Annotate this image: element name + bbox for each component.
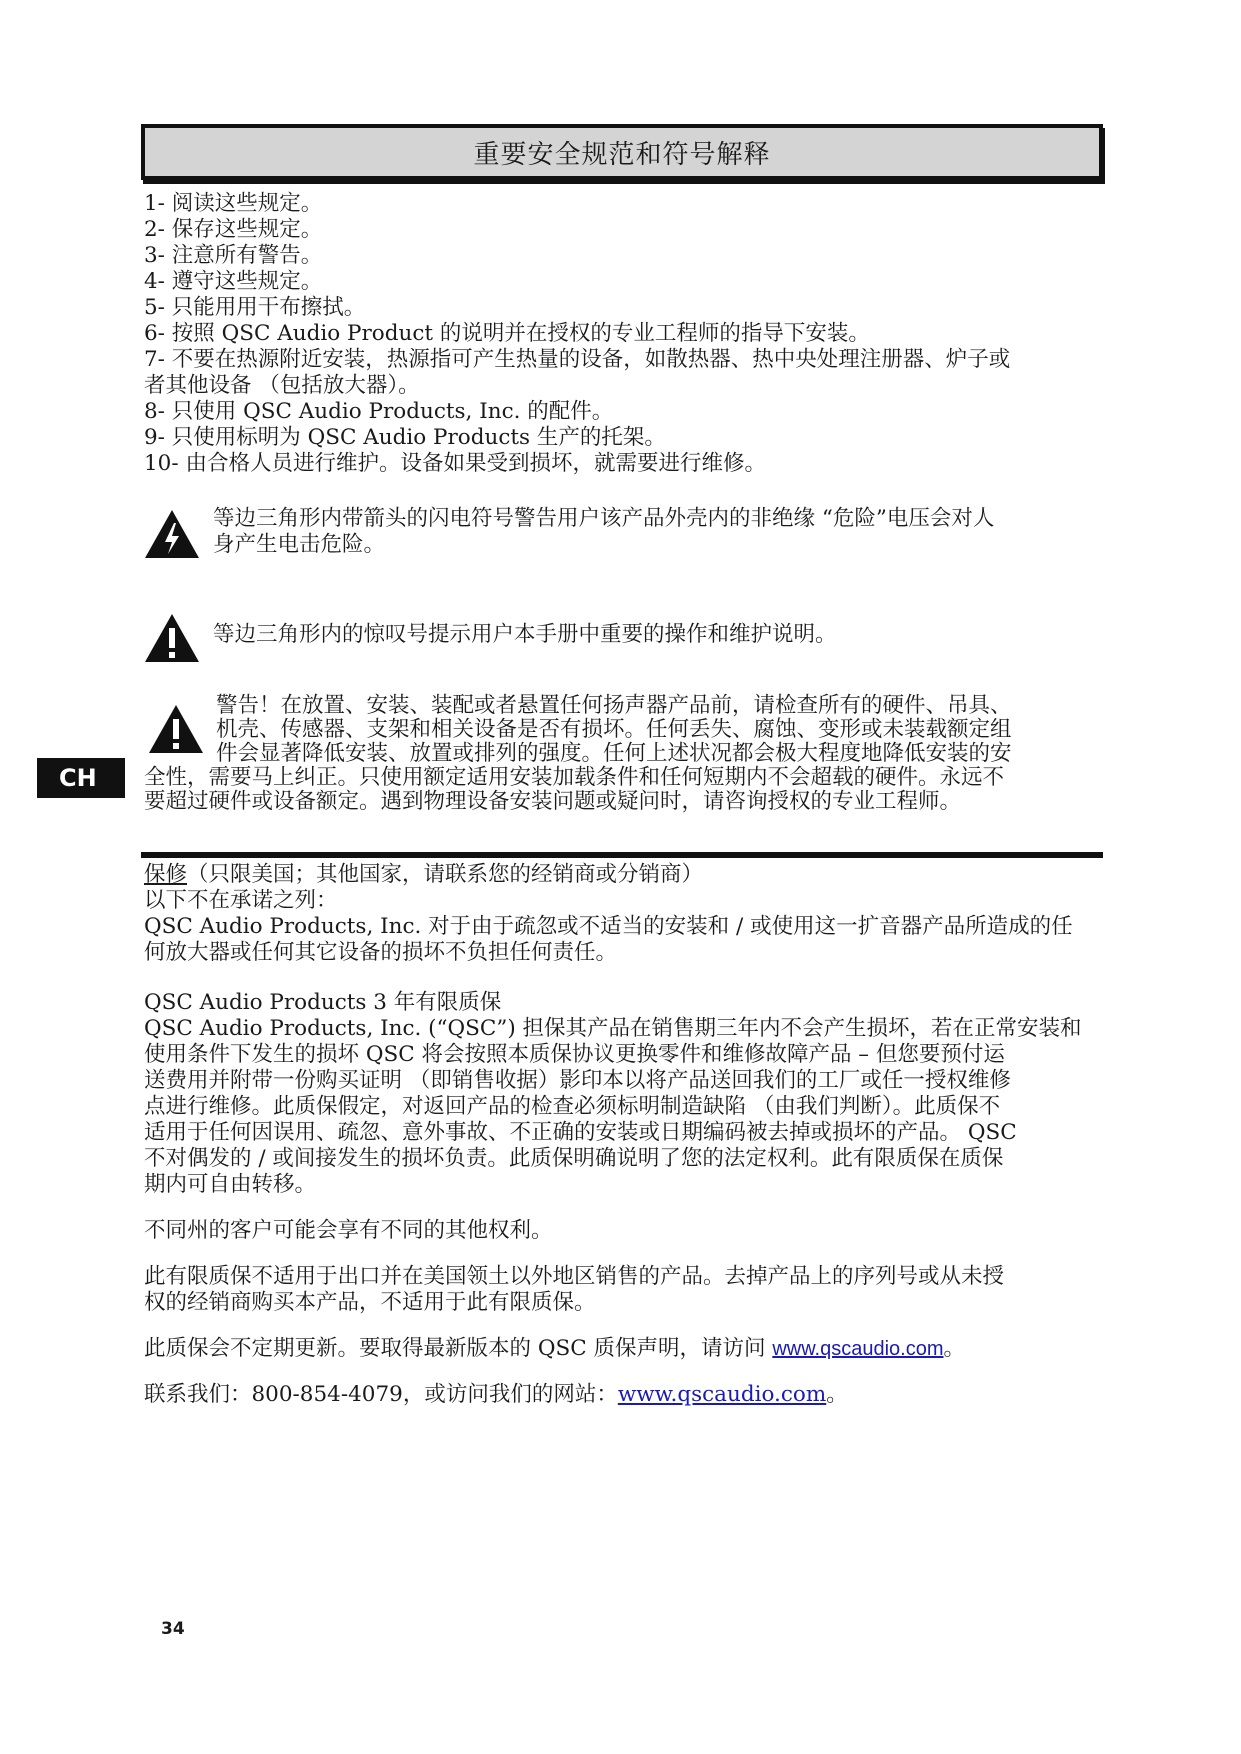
update-text: 此质保会不定期更新。要取得最新版本的 QSC 质保声明，请访问 www.qscaudio.com。 xyxy=(144,1336,966,1361)
rule-item: 10- 由合格人员进行维护。设备如果受到损坏，就需要进行维修。 xyxy=(144,451,766,476)
limited-warranty-line: 送费用并附带一份购买证明 （即销售收据）影印本以将产品送回我们的工厂或任一授权维修 xyxy=(144,1068,1011,1093)
export-text: 权的经销商购买本产品，不适用于此有限质保。 xyxy=(144,1290,596,1315)
exclamation-warning-icon xyxy=(143,612,201,664)
installation-warning xyxy=(144,694,1104,814)
limited-warranty-line: 期内可自由转移。 xyxy=(144,1172,317,1197)
limited-warranty-line: 使用条件下发生的损坏 QSC 将会按照本质保协议更换零件和维修故障产品 – 但您要预付运 xyxy=(144,1042,1005,1067)
rule-item: 2- 保存这些规定。 xyxy=(144,217,323,242)
contact-website-link[interactable]: www.qscaudio.com xyxy=(617,1382,827,1407)
rule-item: 者其他设备 （包括放大器）。 xyxy=(144,373,420,398)
state-rights-text: 不同州的客户可能会享有不同的其他权利。 xyxy=(144,1218,553,1243)
warning-line: 件会显著降低安装、放置或排列的强度。任何上述状况都会极大程度地降低安装的安 xyxy=(216,741,1012,766)
rule-item: 6- 按照 QSC Audio Product 的说明并在授权的专业工程师的指导下安装。 xyxy=(144,321,870,346)
limited-warranty-title: QSC Audio Products 3 年有限质保 xyxy=(144,990,502,1015)
website-link[interactable]: www.qscaudio.com xyxy=(772,1338,944,1360)
lightning-warning-icon xyxy=(143,508,201,560)
warranty-section xyxy=(144,862,1104,1408)
rule-item: 7- 不要在热源附近安装，热源指可产生热量的设备，如散热器、热中央处理注册器、炉子或 xyxy=(144,347,1011,372)
rule-item: 4- 遵守这些规定。 xyxy=(144,269,323,294)
disclaimer-intro: 以下不在承诺之列： xyxy=(144,888,338,913)
rule-item: 3- 注意所有警告。 xyxy=(144,243,323,268)
limited-warranty-line: 不对偶发的 / 或间接发生的损坏负责。此质保明确说明了您的法定权利。此有限质保在质保 xyxy=(144,1146,1004,1171)
lightning-note-text: 等边三角形内带箭头的闪电符号警告用户该产品外壳内的非绝缘 “危险”电压会对人 身产生电击危险。 xyxy=(213,506,995,557)
rule-item: 9- 只使用标明为 QSC Audio Products 生产的托架。 xyxy=(144,425,666,450)
limited-warranty-line: 点进行维修。此质保假定，对返回产品的检查必须标明制造缺陷 （由我们判断）。此质保不 xyxy=(144,1094,1001,1119)
lightning-symbol-note xyxy=(141,504,1101,564)
disclaimer-text: QSC Audio Products, Inc. 对于由于疏忽或不适当的安装和 / 或使用这一扩音器产品所造成的任 xyxy=(144,914,1073,939)
warning-line: 全性，需要马上纠正。只使用额定适用安装加载条件和任何短期内不会超载的硬件。永远不 xyxy=(144,765,1005,790)
exclamation-note-text: 等边三角形内的惊叹号提示用户本手册中重要的操作和维护说明。 xyxy=(213,622,837,647)
rule-item: 1- 阅读这些规定。 xyxy=(144,191,323,216)
safety-rules-list xyxy=(144,191,1104,477)
warning-line: 机壳、传感器、支架和相关设备是否有损坏。任何丢失、腐蚀、变形或未装载额定组 xyxy=(216,717,1012,742)
contact-text: 联系我们：800-854-4079，或访问我们的网站：www.qscaudio.com。 xyxy=(144,1382,848,1407)
limited-warranty-line: 适用于任何因误用、疏忽、意外事故、不正确的安装或日期编码被去掉或损坏的产品。 QSC xyxy=(144,1120,1017,1145)
limited-warranty-line: QSC Audio Products, Inc. (“QSC”) 担保其产品在销售期三年内不会产生损坏，若在正常安装和 xyxy=(144,1016,1082,1041)
warranty-heading: 保修 xyxy=(144,862,188,887)
caution-icon xyxy=(147,703,205,755)
page-title: 重要安全规范和符号解释 xyxy=(141,124,1103,180)
language-tab: CH xyxy=(37,758,125,798)
warranty-heading-note: （只限美国；其他国家，请联系您的经销商或分销商） xyxy=(187,862,704,887)
rule-item: 8- 只使用 QSC Audio Products, Inc. 的配件。 xyxy=(144,399,614,424)
exclamation-symbol-note xyxy=(141,612,1101,668)
section-divider xyxy=(141,852,1103,858)
warning-line: 要超过硬件或设备额定。遇到物理设备安装问题或疑问时，请咨询授权的专业工程师。 xyxy=(144,789,962,814)
warning-line: 警告！在放置、安装、装配或者悬置任何扬声器产品前，请检查所有的硬件、吊具、 xyxy=(216,693,1012,718)
disclaimer-text: 何放大器或任何其它设备的损坏不负担任何责任。 xyxy=(144,940,618,965)
page-number: 34 xyxy=(161,1619,185,1639)
export-text: 此有限质保不适用于出口并在美国领土以外地区销售的产品。去掉产品上的序列号或从未授 xyxy=(144,1264,1005,1289)
rule-item: 5- 只能用用干布擦拭。 xyxy=(144,295,366,320)
